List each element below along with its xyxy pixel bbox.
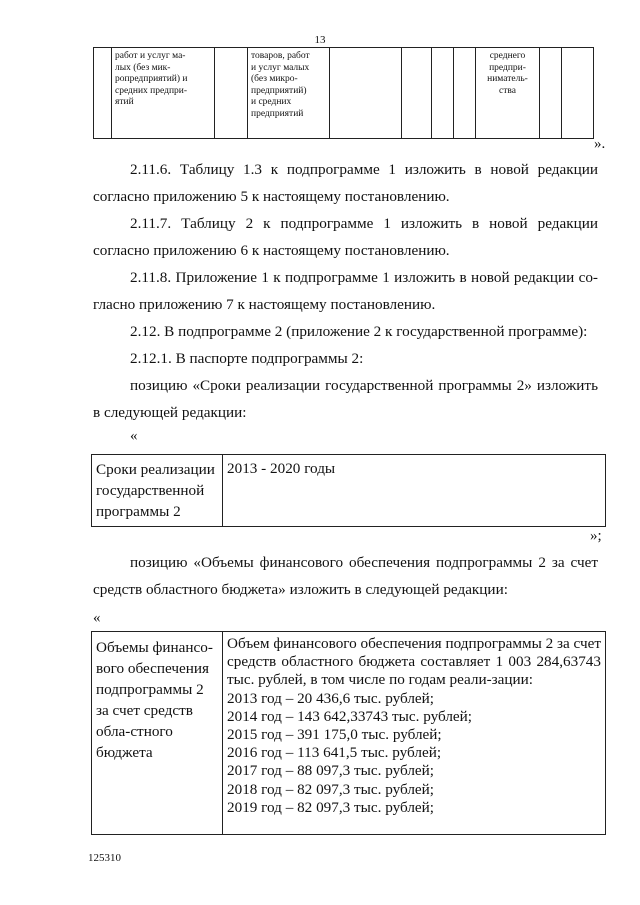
paragraph-2-11-8: 2.11.8. Приложение 1 к подпрограмме 1 изложить в новой редакции со-гласно приложению 7 к настоящему постановлению. [93, 269, 598, 313]
list-item: 2018 год – 82 097,3 тыс. рублей; [227, 780, 435, 798]
table-cell [215, 48, 248, 139]
page-number: 13 [314, 34, 326, 46]
paragraph-2-12-1: 2.12.1. В паспорте подпрограммы 2: [130, 350, 364, 367]
terms-table [91, 454, 606, 527]
opening-quote: « [130, 428, 138, 444]
table-cell [540, 48, 562, 139]
table-cell: работ и услуг ма- лых (без мик- ропредприятий) и средних предпри- ятий [112, 48, 215, 139]
table-cell [562, 48, 594, 139]
paragraph-position-funding: позицию «Объемы финансового обеспечения подпрограммы 2 за счет средств областного бюджета» изложить в следующей редакции: [93, 554, 598, 598]
list-item: 2015 год – 391 175,0 тыс. рублей; [227, 726, 442, 744]
funding-value [223, 632, 606, 835]
list-item: 2016 год – 113 641,5 тыс. рублей; [227, 744, 442, 762]
terms-label: Сроки реализации государственной программы 2 [92, 455, 223, 527]
opening-quote: « [93, 610, 101, 626]
list-item: 2019 год – 82 097,3 тыс. рублей; [227, 798, 435, 816]
paragraph-2-11-6: 2.11.6. Таблицу 1.3 к подпрограмме 1 изложить в новой редакции согласно приложению 5 к настоящему постановлению. [93, 161, 598, 205]
table-cell [330, 48, 402, 139]
table-cell [94, 48, 112, 139]
paragraph-2-11-7: 2.11.7. Таблицу 2 к подпрограмме 1 изложить в новой редакции согласно приложению 6 к настоящему постановлению. [93, 215, 598, 259]
funding-label: Объемы финансо-вого обеспечения подпрограммы 2 за счет средств обла-стного бюджета [92, 632, 223, 835]
table-cell [432, 48, 454, 139]
funding-years-list [227, 690, 601, 817]
closing-quote: ». [594, 136, 606, 152]
terms-value: 2013 - 2020 годы [223, 455, 606, 527]
table-cell [402, 48, 432, 139]
paragraph-position-terms: позицию «Сроки реализации государственной программы 2» изложить в следующей редакции: [93, 377, 598, 421]
closing-quote-semicolon: »; [590, 528, 602, 544]
table-cell [454, 48, 476, 139]
list-item: 2013 год – 20 436,6 тыс. рублей; [227, 689, 435, 707]
document-code: 125310 [88, 852, 121, 864]
continuation-table [93, 47, 594, 139]
list-item: 2017 год – 88 097,3 тыс. рублей; [227, 762, 435, 780]
funding-table [91, 631, 606, 835]
paragraph-2-12: 2.12. В подпрограмме 2 (приложение 2 к государственной программе): [130, 323, 588, 340]
funding-intro: Объем финансового обеспечения подпрограммы 2 за счет средств областного бюджета составляет 1 003 284,63743 тыс. рублей, в том числе по годам реали-зации: [227, 635, 601, 689]
table-cell: среднего предпри- ниматель- ства [476, 48, 540, 139]
list-item: 2014 год – 143 642,33743 тыс. рублей; [227, 707, 472, 725]
table-cell: товаров, работ и услуг малых (без микро- предприятий) и средних предприятий [248, 48, 330, 139]
